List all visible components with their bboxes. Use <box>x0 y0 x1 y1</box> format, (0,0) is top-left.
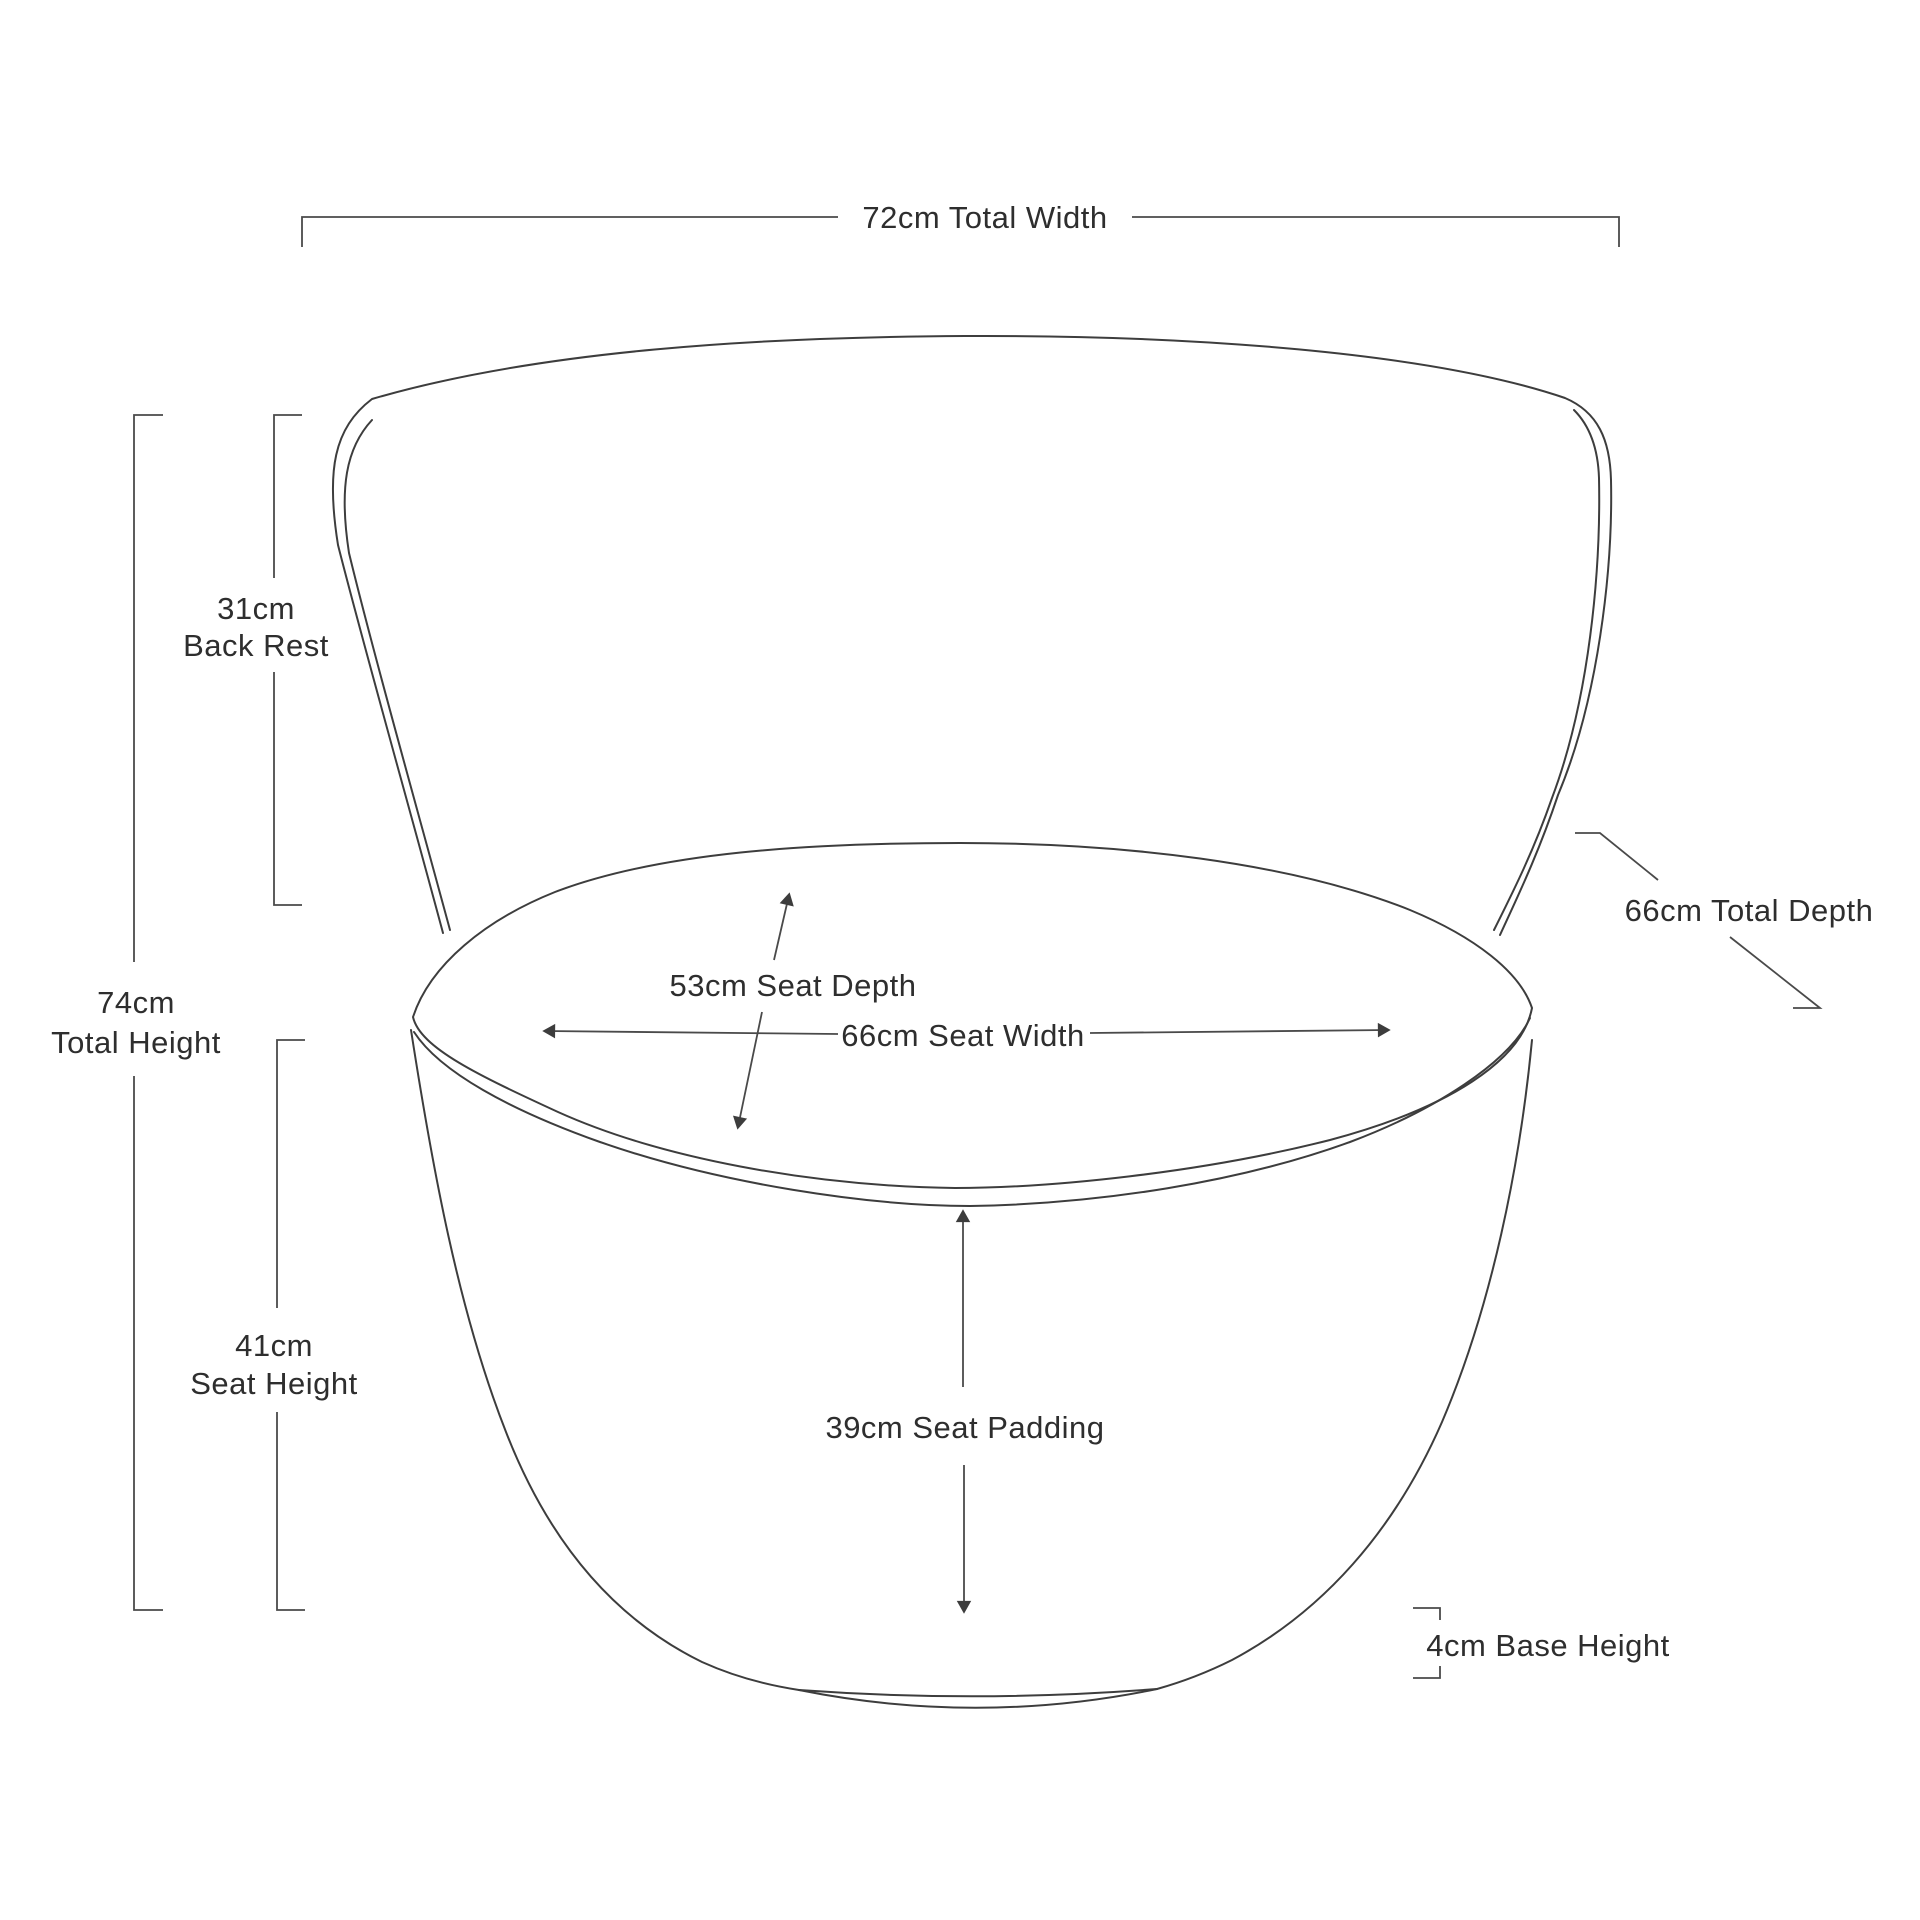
backrest-inner-left-edge <box>345 420 450 930</box>
total-height-bracket-top <box>134 415 163 962</box>
seat-width-label: 66cm Seat Width <box>841 1018 1085 1053</box>
seat-width-arrow-right <box>1090 1030 1388 1033</box>
seat-padding-label: 39cm Seat Padding <box>825 1410 1105 1445</box>
seat-height-bracket-top <box>277 1040 305 1308</box>
shell-left-edge <box>411 1030 799 1690</box>
total-width-bracket-left <box>302 217 838 247</box>
total-depth-label: 66cm Total Depth <box>1624 893 1874 928</box>
total-height-name-label: Total Height <box>51 1025 221 1060</box>
seat-height-bracket-bottom <box>277 1412 305 1610</box>
total-width-label: 72cm Total Width <box>862 200 1108 235</box>
back-rest-value-label: 31cm <box>217 591 295 626</box>
seat-depth-arrow-up <box>774 895 789 960</box>
base-height-bracket-top <box>1413 1608 1440 1620</box>
base-height-bracket-bottom <box>1413 1666 1440 1678</box>
base-top-edge <box>799 1689 1157 1696</box>
base-height-label: 4cm Base Height <box>1426 1628 1670 1663</box>
shell-right-edge <box>1157 1040 1532 1689</box>
dimension-labels <box>51 200 1873 1663</box>
total-height-value-label: 74cm <box>97 985 175 1020</box>
total-depth-leader-top <box>1575 833 1658 880</box>
back-rest-bracket-top <box>274 415 302 578</box>
backrest-outline <box>333 336 1611 935</box>
seat-height-name-label: Seat Height <box>190 1366 358 1401</box>
total-width-bracket-right <box>1132 217 1619 247</box>
seat-depth-label: 53cm Seat Depth <box>669 968 917 1003</box>
back-rest-name-label: Back Rest <box>183 628 329 663</box>
seat-depth-arrow-down <box>738 1012 762 1127</box>
backrest-inner-right-edge <box>1494 410 1599 930</box>
seat-width-arrow-left <box>545 1031 838 1034</box>
total-depth-leader-bottom <box>1730 937 1820 1008</box>
total-height-bracket-bottom <box>134 1076 163 1610</box>
seat-height-value-label: 41cm <box>235 1328 313 1363</box>
dimension-lines <box>134 217 1820 1678</box>
back-rest-bracket-bottom <box>274 672 302 905</box>
